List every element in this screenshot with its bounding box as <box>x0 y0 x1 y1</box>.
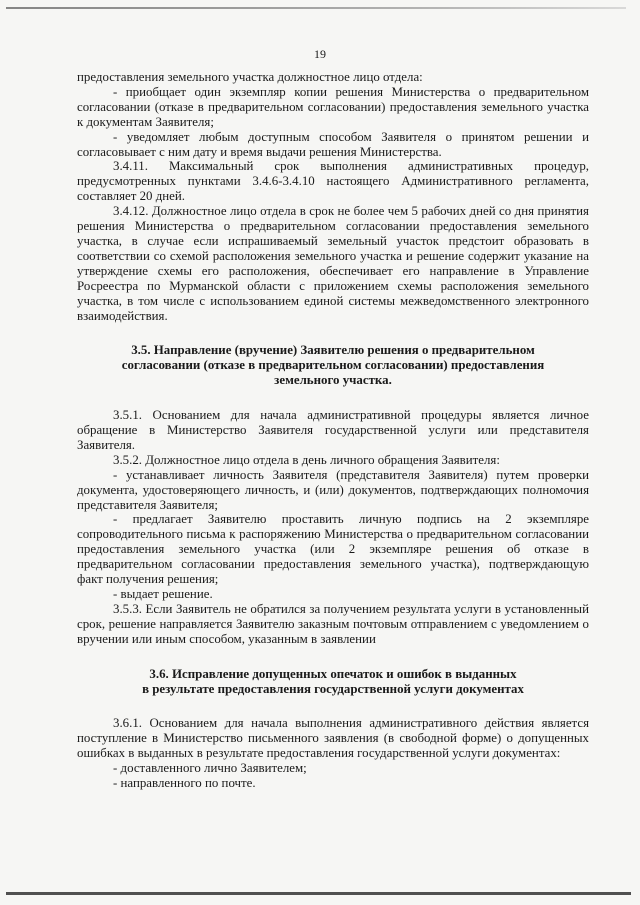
heading-line: в результате предоставления государственной услуги документах <box>142 681 524 696</box>
page-number: 19 <box>314 47 326 61</box>
document-body <box>77 70 589 791</box>
paragraph-3-5-1: 3.5.1. Основанием для начала административной процедуры является личное обращение в Министерство Заявителя государственной услуги или представителя Заявителя. <box>77 408 589 452</box>
paragraph-sign: - предлагает Заявителю проставить личную подпись на 2 экземпляре сопроводительного письма к распоряжению Министерства о предварительном согласовании предоставления земельного участка (или 2 экземпляре решения об отказе в предварительном согласовании предоставления земельного участка), подтверждающую факт получения решения; <box>77 512 589 587</box>
heading-line: согласовании (отказе в предварительном согласовании) предоставления <box>121 358 545 373</box>
paragraph-attach-copy: - приобщает один экземпляр копии решения Министерства о предварительном согласовании (отказе в предварительном согласовании) предоставления земельного участка к документам Заявителя; <box>77 84 589 129</box>
paragraph-mailed: - направленного по почте. <box>113 776 256 791</box>
paragraph-3-5-2: 3.5.2. Должностное лицо отдела в день личного обращения Заявителя: <box>113 452 500 467</box>
paragraph-issue: - выдает решение. <box>113 587 213 601</box>
paragraph-notify: - уведомляет любым доступным способом Заявителя о принятом решении и согласовывает с ним дату и время выдачи решения Министерства. <box>77 129 589 159</box>
scan-bottom-rule <box>6 892 631 895</box>
section-heading-3-6 <box>77 667 589 697</box>
paragraph-identify: - устанавливает личность Заявителя (представителя Заявителя) путем проверки документа, удостоверяющего личность, и (или) документов, подтверждающих полномочия представителя Заявителя; <box>77 467 589 512</box>
scan-top-rule <box>6 7 626 9</box>
paragraph-3-5-3: 3.5.3. Если Заявитель не обратился за получением результата услуги в установленный срок, решение направляется Заявителю заказным почтовым отправлением с уведомлением о вручении или иным способом, указанным в заявлении <box>77 601 589 646</box>
paragraph-3-4-12: 3.4.12. Должностное лицо отдела в срок не более чем 5 рабочих дней со дня принятия решения Министерства о предварительном согласовании предоставления земельного участка, в случае если испрашиваемый земельный участок предстоит образовать в соответствии со схемой расположения земельного участка и решение содержит указание на утверждение схемы его расположения, обеспечивает его направление в Управление Росреестра по Мурманской области с приложением схемы расположения земельного участка, в том числе с использованием единой системы межведомственного электронного взаимодействия. <box>77 204 589 323</box>
paragraph-intro: предоставления земельного участка должностное лицо отдела: <box>77 70 423 84</box>
heading-line: земельного участка. <box>274 373 392 388</box>
paragraph-delivered: - доставленного лично Заявителем; <box>113 761 307 776</box>
paragraph-3-4-11: 3.4.11. Максимальный срок выполнения административных процедур, предусмотренных пунктами 3.4.6-3.4.10 настоящего Административного регламента, составляет 20 дней. <box>77 159 589 204</box>
section-heading-3-5 <box>77 343 589 388</box>
paragraph-3-6-1: 3.6.1. Основанием для начала выполнения административного действия является поступление в Министерство письменного заявления (в свободной форме) о допущенных ошибках в выданных в результате предоставления государственной услуги документах: <box>77 716 589 761</box>
heading-line: 3.6. Исправление допущенных опечаток и ошибок в выданных <box>149 666 517 681</box>
heading-line: 3.5. Направление (вручение) Заявителю решения о предварительном <box>131 343 535 358</box>
